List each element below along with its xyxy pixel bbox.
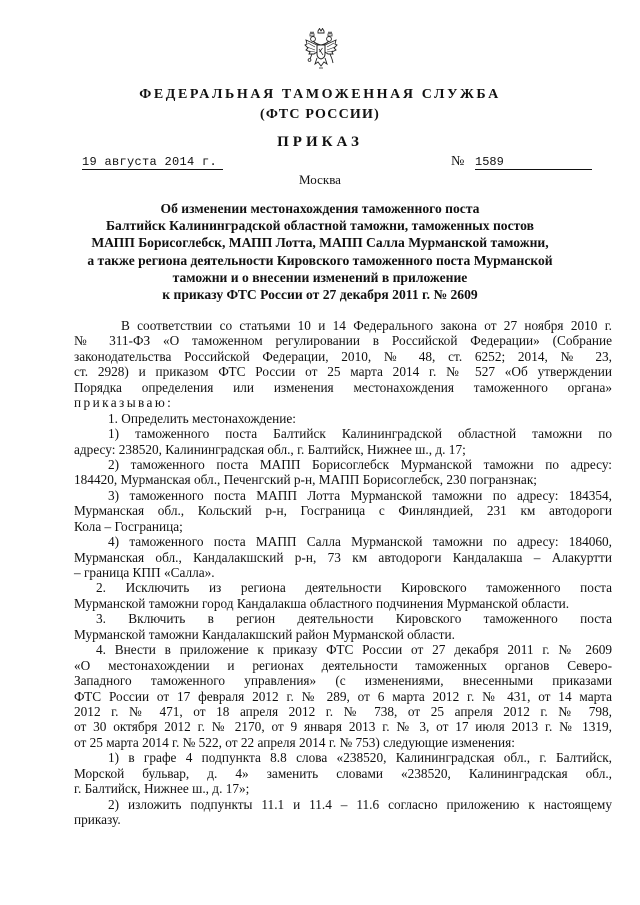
- order-date: 19 августа 2014 г.: [82, 155, 223, 170]
- order-number-label: №: [451, 154, 465, 169]
- body-text-line: 1. Определить местонахождение:: [108, 410, 297, 426]
- body-text-line: 3. Включить в регион деятельности Кировского таможенного поста: [96, 611, 612, 627]
- order-body: [74, 318, 612, 827]
- body-text-line: адресу: 238520, Калининградская обл., г. Балтийск, Нижнее ш., д. 17;: [74, 441, 466, 457]
- body-text-line: 1) таможенного поста Балтийск Калининградской областной таможни по: [108, 426, 612, 442]
- body-text-line: Мурманской таможни город Кандалакша областного подчинения Мурманской области.: [74, 595, 570, 611]
- body-text-line: ст. 2928) и приказом ФТС России от 25 марта 2014 г. № 527 «Об утверждении: [74, 364, 612, 380]
- body-text-line: 2) изложить подпункты 11.1 и 11.4 – 11.6 согласно приложению к настоящему: [108, 796, 612, 812]
- title-line: таможни и о внесении изменений в приложение: [172, 269, 468, 285]
- body-text-line: приказываю:: [74, 395, 174, 411]
- body-text-line: Мурманская обл., Кандалакшский р-н, 73 км автодороги Кандалакша – Алакуртти: [74, 549, 612, 565]
- title-line: а также региона деятельности Кировского таможенного поста Мурманской: [87, 252, 553, 268]
- body-text-line: В соответствии со статьями 10 и 14 Федерального закона от 27 ноября 2010 г.: [121, 318, 612, 333]
- body-text-line: 1) в графе 4 подпункта 8.8 слова «238520, Калининградская обл., г. Балтийск,: [108, 750, 612, 766]
- body-text-line: г. Балтийск, Нижнее ш., д. 17»;: [74, 781, 250, 797]
- document-type: ПРИКАЗ: [277, 134, 363, 150]
- body-text-line: приказу.: [74, 812, 121, 827]
- body-text-line: 2) таможенного поста МАПП Борисоглебск Мурманской таможни по адресу:: [108, 456, 612, 472]
- title-line: МАПП Борисоглебск, МАПП Лотта, МАПП Салла Мурманской таможни,: [91, 235, 549, 251]
- title-line: к приказу ФТС России от 27 декабря 2011 г. № 2609: [162, 287, 478, 303]
- body-text-line: 3) таможенного поста МАПП Лотта Мурманской таможни по адресу: 184354,: [108, 487, 612, 503]
- body-text-line: законодательства Российской Федерации, 2010, № 48, ст. 6252; 2014, № 23,: [74, 348, 612, 364]
- body-text-line: «О местонахождении и регионах деятельности таможенных органов Северо-: [74, 657, 612, 673]
- body-text-line: Западного таможенного управления» (с изменениями, внесенными приказами: [74, 673, 612, 689]
- body-text-line: от 25 марта 2014 г. № 522, от 22 апреля 2014 г. № 753) следующие изменения:: [74, 734, 515, 750]
- body-text-line: Мурманская обл., Кольский р-н, Госграница с Финляндией, 231 км автодороги: [74, 503, 612, 519]
- body-text-line: Порядка определения или изменения местонахождения таможенного органа»: [74, 379, 612, 395]
- body-text-line: 4. Внести в приложение к приказу ФТС России от 27 декабря 2011 г. № 2609: [96, 642, 612, 658]
- body-text-line: 2. Исключить из региона деятельности Кировского таможенного поста: [96, 580, 612, 596]
- body-text-line: – граница КПП «Салла».: [74, 565, 215, 580]
- org-abbreviation: (ФТС РОССИИ): [260, 107, 380, 122]
- org-name: ФЕДЕРАЛЬНАЯ ТАМОЖЕННАЯ СЛУЖБА: [139, 87, 501, 102]
- body-text-line: № 311-ФЗ «О таможенном регулировании в Российской Федерации» (Собрание: [74, 333, 612, 349]
- order-title: [80, 200, 560, 303]
- body-text-line: Кола – Госграница;: [74, 518, 183, 534]
- body-text-line: 2012 г. № 471, от 18 апреля 2012 г. № 738, от 25 апреля 2012 г. № 798,: [74, 703, 612, 719]
- body-text-line: ФТС России от 17 февраля 2012 г. № 289, от 6 марта 2012 г. № 431, от 14 марта: [74, 688, 612, 704]
- order-city: Москва: [299, 172, 341, 187]
- order-number: 1589: [475, 155, 592, 170]
- body-text-line: 4) таможенного поста МАПП Салла Мурманской таможни по адресу: 184060,: [108, 534, 612, 550]
- body-text-line: от 30 октября 2012 г. № 2170, от 9 января 2013 г. № 3, от 17 июля 2013 г. № 1319,: [74, 719, 612, 735]
- russian-coat-of-arms-icon: [304, 28, 338, 72]
- title-line: Об изменении местонахождения таможенного поста: [160, 201, 480, 216]
- title-line: Балтийск Калининградской областной таможни, таможенных постов: [106, 218, 534, 234]
- body-text-line: Морской бульвар, д. 4» заменить словами «238520, Калининградская обл.,: [74, 765, 612, 781]
- body-text-line: Мурманской таможни Кандалакшский район Мурманской области.: [74, 626, 455, 642]
- body-text-line: 184420, Мурманская обл., Печенгский р-н, МАПП Борисоглебск, 230 погранзнак;: [74, 472, 537, 488]
